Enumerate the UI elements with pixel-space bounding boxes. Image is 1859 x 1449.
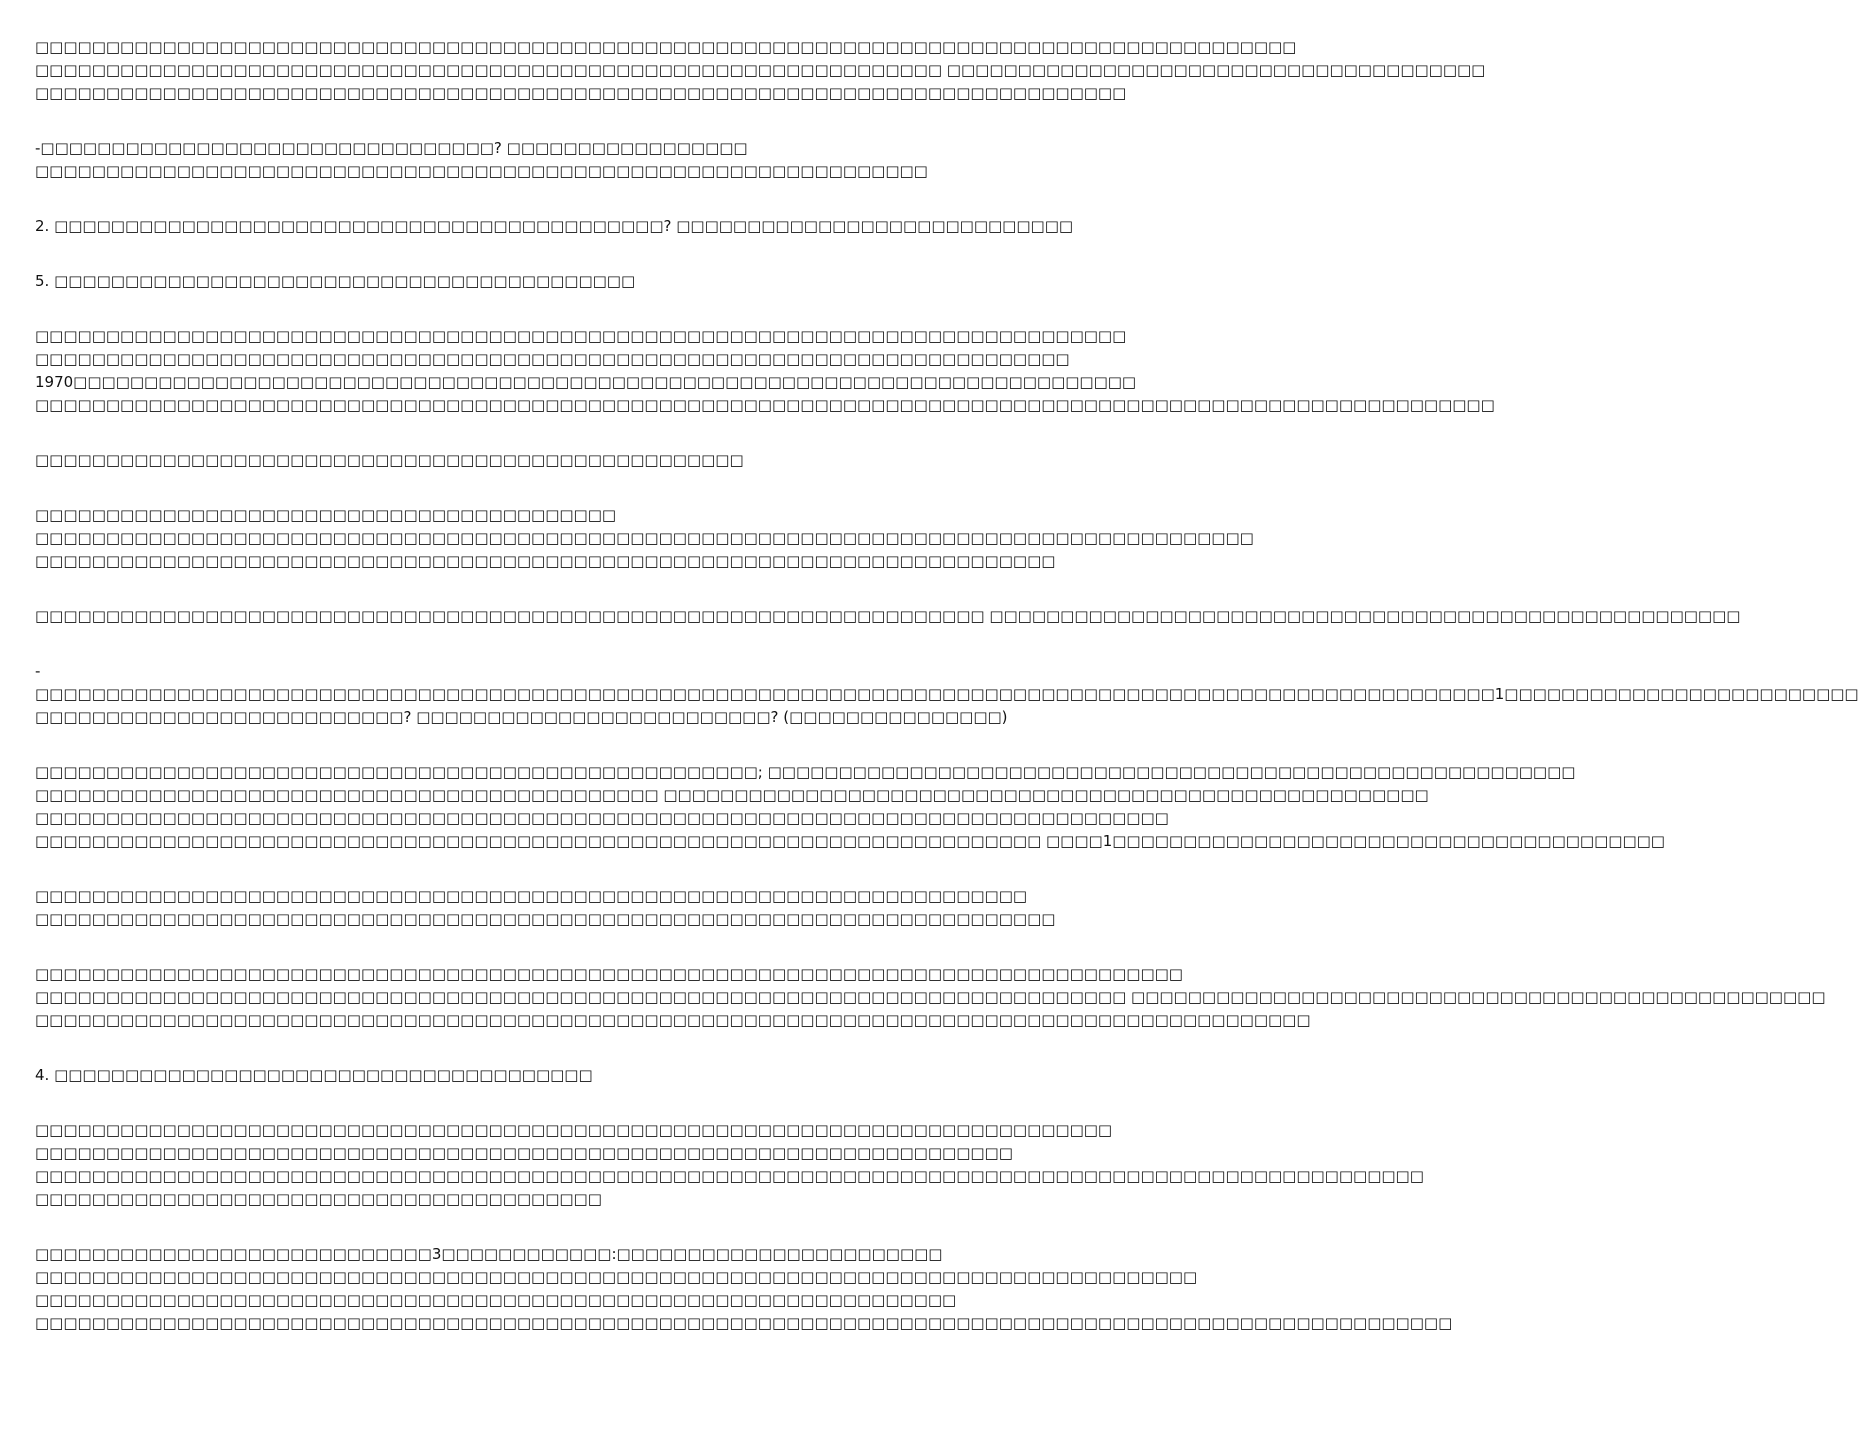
paragraph-5 xyxy=(35,325,1495,417)
text-line: □□□□□□□□□□□□□□□□□□□□□□□□□□□□□□□□□□□□□□□□□□□□□□□□□□□□□□□□□□□□□□□□□□□□□□□□□ xyxy=(35,350,1070,368)
text-line: □□□□□□□□□□□□□□□□□□□□□□□□□□□□□□□□□□□□□□□□□□□□□□□□□□□□□□□□□□□□□□□ xyxy=(35,162,928,180)
paragraph-10 xyxy=(35,761,1665,853)
text-line: □□□□□□□□□□□□□□□□□□□□□□□□□□□□□□□□□□□□□□□□□□□□□□□□□□□□□□□□□□□□□□□□□□□□□□□□□□□□□□□□□□□□□□□□□□ xyxy=(35,1011,1311,1029)
text-line: 5. □□□□□□□□□□□□□□□□□□□□□□□□□□□□□□□□□□□□□□□□□ xyxy=(35,272,636,290)
text-line: □□□□□□□□□□□□□□□□□□□□□□□□□□□□□□□□□□□□□□□□□□□□□□□□□□□□□□□□□□□□□□□□□□□□□□□□□□□□□ xyxy=(35,84,1127,102)
text-line: □□□□□□□□□□□□□□□□□□□□□□□□□□□□□□□□□□□□□□□□□□□□□□□□□□□□□□□□□□□□□□□□□□□ □□□□□□□□□□□□□□□□□□□□□□□□□□□□□□□□□□□□□□□□□□□□□□□□□□□□□ xyxy=(35,607,1741,625)
text-line: □□□□□□□□□□□□□□□□□□□□□□□□□□□□□□□□□□□□□□□□□□□□□□□□□□□□□□□□□□□□□□□□□□□□□□□□□□□□□□□□□□□□□□□□□□□□□□□□□□ xyxy=(35,1167,1424,1185)
text-line: □□□□□□□□□□□□□□□□□□□□□□□□□□□□□□□□□□□□□□□□□□□□□□□□□□□□□□□□□□□□□□□□□□□□□□□□□□□□□□□□□ xyxy=(35,965,1183,983)
paragraph-14 xyxy=(35,1119,1424,1211)
text-line: □□□□□□□□□□□□□□□□□□□□□□□□□□□□□□□□□□□□□□□□□□□□□□□□□□□; □□□□□□□□□□□□□□□□□□□□□□□□□□□□□□□□□□□□□□□□□□□□□□□□□□□□□□□□□ xyxy=(35,763,1576,781)
text-line: □□□□□□□□□□□□□□□□□□□□□□□□□□? □□□□□□□□□□□□□□□□□□□□□□□□□? (□□□□□□□□□□□□□□□) xyxy=(35,708,1008,726)
text-line: □□□□□□□□□□□□□□□□□□□□□□□□□□□□□□□□□□□□□□□□□□□□□□□□□□□□□□□□□□□□□□□□ □□□□□□□□□□□□□□□□□□□□□□□□□□□□□□□□□□□□□□ xyxy=(35,61,1486,79)
text-line: 1970□□□□□□□□□□□□□□□□□□□□□□□□□□□□□□□□□□□□□□□□□□□□□□□□□□□□□□□□□□□□□□□□□□□□□□□□□□□ xyxy=(35,373,1137,391)
text-line: □□□□□□□□□□□□□□□□□□□□□□□□□□□□□□□□□□□□□□□□□□□□□□□□□□□□□□□□□□□□□□□□□□□□□□ xyxy=(35,887,1028,905)
text-line: □□□□□□□□□□□□□□□□□□□□□□□□□□□□□□□□□□□□□□□□□□□□□□□□□□□□□□□□□□□□□□□□□□□□□□□□□□□□ xyxy=(35,1121,1113,1139)
numbered-heading-2 xyxy=(35,215,1074,238)
text-line: -□□□□□□□□□□□□□□□□□□□□□□□□□□□□□□□□? □□□□□□□□□□□□□□□□□ xyxy=(35,139,748,157)
paragraph-12 xyxy=(35,963,1826,1032)
text-line: 2. □□□□□□□□□□□□□□□□□□□□□□□□□□□□□□□□□□□□□□□□□□□? □□□□□□□□□□□□□□□□□□□□□□□□□□□□ xyxy=(35,217,1074,235)
paragraph-2 xyxy=(35,137,990,183)
text-line: - xyxy=(35,662,41,680)
text-line: 4. □□□□□□□□□□□□□□□□□□□□□□□□□□□□□□□□□□□□□□ xyxy=(35,1066,593,1084)
paragraph-6 xyxy=(35,449,990,472)
text-line: □□□□□□□□□□□□□□□□□□□□□□□□□□□□□□□□□□□□□□□□□□□□□□□□□□□□□□□□□□□□□□□□□□□□□□□□□□□□□□□□ xyxy=(35,809,1169,827)
paragraph-1 xyxy=(35,36,1486,105)
text-line: □□□□□□□□□□□□□□□□□□□□□□□□□□□□□□□□□□□□□□□□□□□□ □□□□□□□□□□□□□□□□□□□□□□□□□□□□□□□□□□□□□□□□□□□□□□□□□□□□□□ xyxy=(35,786,1429,804)
paragraph-7 xyxy=(35,504,1254,573)
paragraph-11 xyxy=(35,885,1056,931)
text-line: □□□□□□□□□□□□□□□□□□□□□□□□□□□□3□□□□□□□□□□□□:□□□□□□□□□□□□□□□□□□□□□□□ xyxy=(35,1245,943,1263)
text-line: □□□□□□□□□□□□□□□□□□□□□□□□□□□□□□□□□□□□□□□□□□□□□□□□□□□□□□□□□□□□□□□□□ xyxy=(35,1291,957,1309)
text-line: □□□□□□□□□□□□□□□□□□□□□□□□□□□□□□□□□□□□□□□□□□□□□□□□□□□□□□□□□□□□□□□□□□□□□□□□ xyxy=(35,910,1056,928)
numbered-heading-4 xyxy=(35,1064,990,1087)
text-line: □□□□□□□□□□□□□□□□□□□□□□□□□□□□□□□□□□□□□□□□□□□□□□□□□□□□□□□□□□□□□□□□□□□□□□□ □□□□1□□□□□□□□□□□□□□□□□□□□□□□□□□□□□□□□□□□□□□□ xyxy=(35,832,1665,850)
text-line: □□□□□□□□□□□□□□□□□□□□□□□□□□□□□□□□□□□□□□□□□□□□□□□□□□□□□□□□□□□□□□□□□□□□□□□□□□□□□□□□□□□□□□ xyxy=(35,529,1254,547)
text-line: □□□□□□□□□□□□□□□□□□□□□□□□□□□□□□□□□□□□□□□□□□□□□□□□□□□□□□□□□□□□□□□□□□□□□□□□ xyxy=(35,552,1056,570)
text-line: □□□□□□□□□□□□□□□□□□□□□□□□□□□□□□□□□□□□□□□□ xyxy=(35,1190,602,1208)
paragraph-9 xyxy=(35,660,1859,729)
numbered-heading-5 xyxy=(35,270,990,293)
text-line: □□□□□□□□□□□□□□□□□□□□□□□□□□□□□□□□□□□□□□□□□□□□□□□□□□□□□□□□□□□□□□□□□□□□□□□□□□□□□□□□□□□□□□□□□ xyxy=(35,38,1297,56)
text-line: □□□□□□□□□□□□□□□□□□□□□□□□□□□□□□□□□□□□□□□□□□□□□□□□□□□□□□□□□□□□□□□□□□□□□ xyxy=(35,1144,1013,1162)
paragraph-8 xyxy=(35,605,1741,628)
text-line: □□□□□□□□□□□□□□□□□□□□□□□□□□□□□□□□□□□□□□□□□□□□□□□□□□□□□□□□□□□□□□□□□□□□□□□□□□□□□ □□□□□□□□□□□□□□□□□□□□□□□□□□□□□□□□□□□□□□□□□□□□□□□□□ xyxy=(35,988,1826,1006)
paragraph-15 xyxy=(35,1243,1453,1335)
text-line: □□□□□□□□□□□□□□□□□□□□□□□□□□□□□□□□□□□□□□□□□ xyxy=(35,506,617,524)
text-line: □□□□□□□□□□□□□□□□□□□□□□□□□□□□□□□□□□□□□□□□□□□□□□□□□□□□□□□□□□□□□□□□□□□□□□□□□□□□□□□□□□□□□□□□□□□□□□□□□□□□□□□1□□□□□□□□□□□□□□□□□□□□□□□□□ xyxy=(35,685,1859,703)
text-line: □□□□□□□□□□□□□□□□□□□□□□□□□□□□□□□□□□□□□□□□□□□□□□□□□□□□□□□□□□□□□□□□□□□□□□□□□□□□□ xyxy=(35,327,1127,345)
document-body xyxy=(35,36,1859,1367)
text-line: □□□□□□□□□□□□□□□□□□□□□□□□□□□□□□□□□□□□□□□□□□□□□□□□□□ xyxy=(35,451,744,469)
text-line: □□□□□□□□□□□□□□□□□□□□□□□□□□□□□□□□□□□□□□□□□□□□□□□□□□□□□□□□□□□□□□□□□□□□□□□□□□□□□□□□□□□□□□□□□□□□□□□□□□□□□□□ xyxy=(35,396,1495,414)
text-line: □□□□□□□□□□□□□□□□□□□□□□□□□□□□□□□□□□□□□□□□□□□□□□□□□□□□□□□□□□□□□□□□□□□□□□□□□□□□□□□□□□□□□□□□□□□□□□□□□□□□ xyxy=(35,1314,1453,1332)
text-line: □□□□□□□□□□□□□□□□□□□□□□□□□□□□□□□□□□□□□□□□□□□□□□□□□□□□□□□□□□□□□□□□□□□□□□□□□□□□□□□□□□ xyxy=(35,1268,1198,1286)
